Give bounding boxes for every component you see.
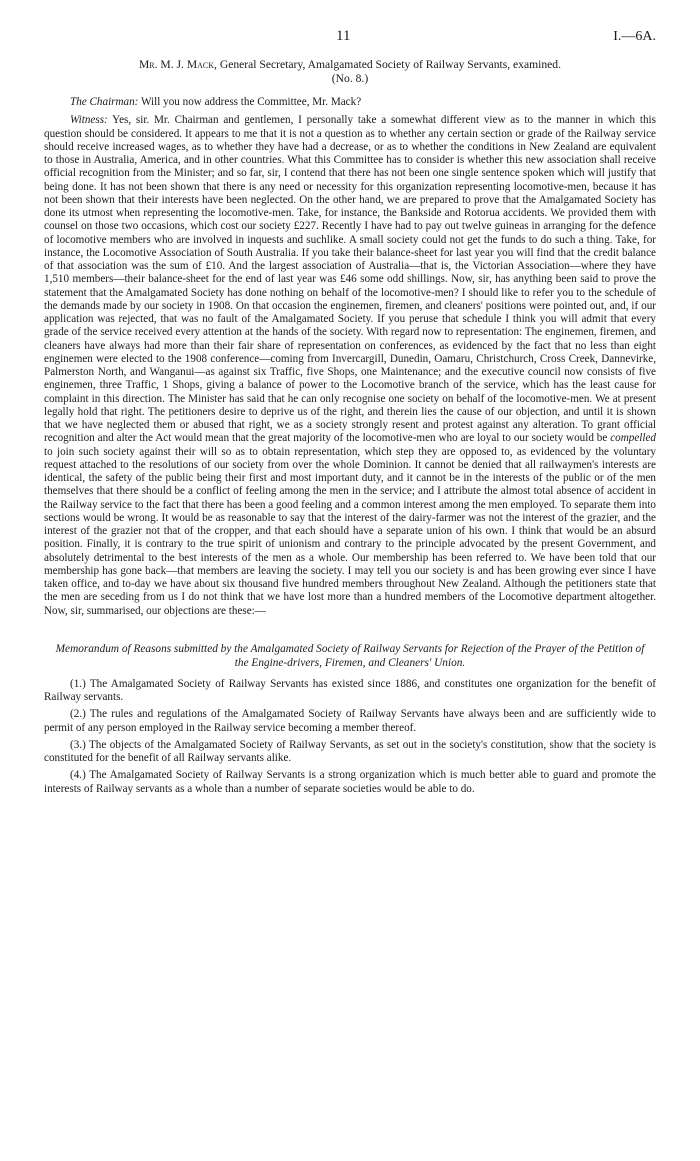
question-speaker: The Chairman: xyxy=(70,96,139,108)
answer-emphasis: compelled xyxy=(610,432,656,445)
witness-name: Mr. M. J. Mack xyxy=(138,58,215,71)
memorandum-item: (1.) The Amalgamated Society of Railway Servants has existed since 1886, and constitutes one organization for the benefit of Railway servants. xyxy=(44,677,656,703)
witness-heading xyxy=(44,58,656,86)
memorandum-item: (2.) The rules and regulations of the Amalgamated Society of Railway Servants have always been and are sufficiently wide to permit of any person employed in the Railway service becoming a member thereof. xyxy=(44,708,656,734)
chairman-question xyxy=(44,96,656,109)
page-header xyxy=(44,30,656,52)
answer-text-part1: Yes, sir. Mr. Chairman and gentlemen, I personally take a somewhat different view as to the manner in which this question should be considered. It appears to me that it is not a question as to whether any certain section or grade of the Railway service should receive increased wages, as to whether they have had a decrease, or as to whether the conditions in New Zealand are equivalent to those in Australia, America, and in other countries. What this Committee has to consider is whether this new association shall receive official recognition from the Minister; and so far, sir, I contend that there has not been one single sentence spoken which will justify that being done. It has not been shown that there is any need or necessity for this organization representing locomotive-men, because it has not been shown that their interests have been neglected. On the other hand, we are prepared to prove that the Amalgamated Society has done its utmost when representing the locomotive-men. Take, for instance, the Bankside and Rotorua accidents. We provided them with counsel on those two occasions, which cost our society £227. Recently I have had to pay out twelve guineas in arranging for the defence of locomotive members who are involved in inquests and suchlike. A small society could not get the funds to do such a thing. Take, for instance, the Locomotive Association of South Australia. If you take their balance-sheet for last year you will find that the credit balance of that association was the sum of £10. And the largest association of Australia—that is, the Victorian Association—where they have 1,510 members—their balance-sheet for the end of last year was £46 some odd shillings. Now, sir, has anything been said to prove the statement that the Amalgamated Society has done nothing on behalf of the locomotive-men? I should like to refer you to the schedule of the demands made by our society in 1908. On that occasion the enginemen, firemen, and cleaners' positions were pointed out, and, if our application was rejected, that was no fault of the Amalgamated Society. If you peruse that schedule I think you will admit that every grade of the service received every attention at the hands of the society. With regard now to representation: The enginemen, firemen, and cleaners have always had more than their fair share of representation on conferences, as evidenced by the fact that no less than eight enginemen were elected to the 1908 conference—coming from Invercargill, Dunedin, Oamaru, Christchurch, Cross Creek, Dannevirke, Palmerston North, and Wanganui—as against six Traffic, five Shops, one Maintenance; and the executive council now consists of five enginemen, three Traffic, 1 Shops, giving a balance of power to the Locomotive branch of the service, which has the least cause for complaint in this direction. The Minister has said that he can only recognise one society on behalf of the locomotive-men. We at present legally hold that right. The petitioners desire to deprive us of the right, and therein lies the cause of our objection, and until it is shown that we have neglected them or abused that right, we as a society strongly resent and protest against any alteration. To grant official recognition and alter the Act would mean that the great majority of the locomotive-men who are loyal to our society would be xyxy=(44,114,656,445)
witness-number: (No. 8.) xyxy=(331,72,369,85)
question-text: Will you now address the Committee, Mr. Mack? xyxy=(138,96,362,108)
witness-answer xyxy=(44,114,656,618)
document-reference: I.—6A. xyxy=(613,29,656,44)
answer-speaker: Witness: xyxy=(70,114,108,127)
answer-text-part2: to join such society against their will so as to obtain representation, which step they are opposed to, as evidenced by the voluntary request attached to the resolutions of our society from over the whole Dominion. It cannot be denied that all railwaymen's interests are identical, the safety of the public being their first and most important duty, and it cannot be in the interests of the public or of the men themselves that there should be a conflict of feeling among the men in the service; and I attribute the almost total absence of accident in the Railway service to the fact that there has been a good feeling and a common interest among the men employed. To separate them into sections would be wrong. It would be as reasonable to say that the interest of the dairy-farmer was not the interest of the grazier, and the interest of the grazier not that of the cropper, and that each should have a separate union of his own. I think that would be an absurd position. Finally, it is contrary to the true spirit of unionism and contrary to the principle advocated by the present Government, and absolutely detrimental to the best interests of the men as a whole. Our membership has been referred to. We have been told that our membership has gone back—that members are leaving the society. I may tell you our society is and has been growing ever since I have taken office, and to-day we have about six thousand five hundred members throughout New Zealand. Although the petitioners state that the men are seceding from us I do not think that we have lost more than a hundred members of the Locomotive department altogether. Now, sir, summarised, our objections are these:— xyxy=(44,445,656,617)
memorandum-item: (4.) The Amalgamated Society of Railway Servants is a strong organization which is much better able to guard and promote the interests of Railway servants as a whole than a number of separate societies would be able to do. xyxy=(44,769,656,795)
memorandum-title: Memorandum of Reasons submitted by the Amalgamated Society of Railway Servants for Rejection of the Prayer of the Petition of the Engine-drivers, Firemen, and Cleaners' Union. xyxy=(55,642,645,669)
page-number: 11 xyxy=(336,28,351,44)
memorandum-item: (3.) The objects of the Amalgamated Society of Railway Servants, as set out in the society's constitution, show that the society is constituted for the benefit of all Railway servants alike. xyxy=(44,738,656,764)
witness-description: , General Secretary, Amalgamated Society of Railway Servants, examined. xyxy=(214,58,561,71)
